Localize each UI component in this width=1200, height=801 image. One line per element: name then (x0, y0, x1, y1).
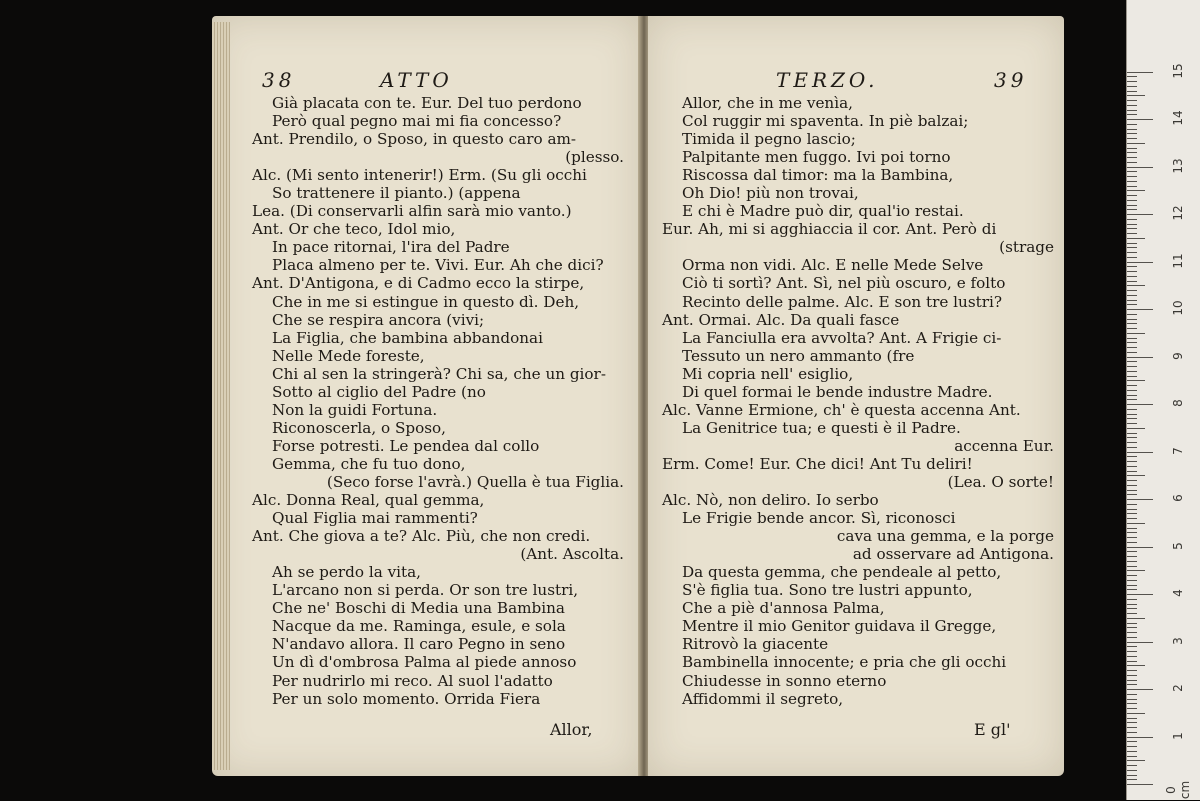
text-line: (plesso. (565, 148, 624, 167)
ruler-tick (1127, 656, 1137, 657)
ruler-tick (1127, 366, 1137, 367)
ruler-tick (1127, 195, 1137, 196)
ruler-tick (1127, 129, 1137, 130)
ruler-tick (1127, 342, 1137, 343)
ruler-tick (1127, 72, 1153, 73)
ruler-tick (1127, 124, 1137, 125)
ruler-tick (1127, 209, 1137, 210)
ruler-tick (1127, 281, 1137, 282)
ruler-tick (1127, 513, 1137, 514)
ruler-label: 10 (1171, 300, 1185, 316)
ruler-tick (1127, 219, 1137, 220)
ruler-tick (1127, 765, 1137, 766)
ruler-tick (1127, 775, 1137, 776)
ruler-tick (1127, 157, 1137, 158)
text-line: Per nudrirlo mi reco. Al suol l'adatto (272, 671, 553, 690)
ruler-tick (1127, 271, 1137, 272)
ruler-tick (1127, 133, 1137, 134)
text-line: Bambinella innocente; e pria che gli occhi (682, 653, 1007, 672)
ruler-tick (1127, 200, 1137, 201)
ruler-tick (1127, 623, 1137, 624)
ruler-tick (1127, 418, 1137, 419)
ruler-tick (1127, 566, 1137, 567)
text-line: Gemma, che fu tuo dono, (272, 454, 466, 473)
ruler-tick (1127, 551, 1137, 552)
ruler-label: 5 (1171, 541, 1185, 550)
text-line: Orma non vidi. Alc. E nelle Mede Selve (682, 256, 984, 275)
text-line: Forse potresti. Le pendea dal collo (272, 436, 540, 455)
ruler-tick (1127, 613, 1137, 614)
ruler-tick (1127, 580, 1137, 581)
ruler-tick (1127, 247, 1137, 248)
ruler-tick (1127, 171, 1137, 172)
ruler-label: 12 (1171, 205, 1185, 221)
text-line: Chiudesse in sonno eterno (682, 671, 887, 690)
ruler-tick (1127, 371, 1137, 372)
text-line: Già placata con te. Eur. Del tuo perdono (272, 94, 582, 112)
ruler-tick (1127, 181, 1137, 182)
text-line: Che in me si estingue in questo dì. Deh, (272, 292, 580, 311)
text-line: (Seco forse l'avrà.) Quella è tua Figlia. (326, 472, 624, 491)
right-page (648, 16, 1064, 776)
ruler-label: 9 (1171, 351, 1185, 360)
ruler-label: 14 (1171, 110, 1185, 126)
ruler-tick (1127, 214, 1153, 215)
ruler-tick (1127, 361, 1137, 362)
text-line: Riscossa dal timor: ma la Bambina, (682, 166, 954, 185)
ruler-tick (1127, 437, 1137, 438)
ruler-tick (1127, 608, 1137, 609)
text-line: La Figlia, che bambina abbandonai (272, 328, 543, 347)
ruler-tick (1127, 708, 1137, 709)
ruler-tick (1127, 86, 1137, 87)
ruler-tick (1127, 76, 1137, 77)
open-book (212, 16, 1064, 776)
ruler-tick (1127, 433, 1137, 434)
ruler-tick (1127, 523, 1145, 524)
ruler-tick (1127, 447, 1137, 448)
ruler-label: 0 cm (1164, 780, 1192, 800)
text-line: Le Frigie bende ancor. Sì, riconosci (682, 509, 956, 528)
ruler-tick (1127, 528, 1137, 529)
ruler-tick (1127, 352, 1137, 353)
ruler-tick (1127, 319, 1137, 320)
text-line: Allor, che in me venìa, (682, 94, 853, 112)
text-line: Ciò ti sortì? Ant. Sì, nel più oscuro, e folto (682, 274, 1006, 293)
ruler-tick (1127, 599, 1137, 600)
text-line: Ant. Or che teco, Idol mio, (252, 220, 456, 239)
ruler-tick (1127, 713, 1145, 714)
text-line: L'arcano non si perda. Or son tre lustri, (272, 581, 579, 600)
text-line: Un dì d'ombrosa Palma al piede annoso (272, 653, 577, 672)
ruler-tick (1127, 257, 1137, 258)
ruler-tick (1127, 589, 1137, 590)
ruler-tick (1127, 333, 1145, 334)
ruler-label: 8 (1171, 399, 1185, 407)
ruler-tick (1127, 575, 1137, 576)
text-line: Di quel formai le bende industre Madre. (682, 382, 993, 401)
ruler-tick (1127, 91, 1137, 92)
ruler-tick (1127, 532, 1137, 533)
ruler-tick (1127, 722, 1137, 723)
ruler-tick (1127, 561, 1137, 562)
text-line: Chi al sen la stringerà? Chi sa, che un gior- (272, 364, 606, 383)
ruler-tick (1127, 627, 1137, 628)
ruler-label: 3 (1171, 636, 1185, 645)
text-line: (Ant. Ascolta. (520, 545, 624, 564)
left-text-block (252, 94, 624, 708)
ruler-tick (1127, 347, 1137, 348)
text-line: Alc. Nò, non deliro. Io serbo (662, 491, 879, 510)
ruler-label: 2 (1171, 684, 1185, 692)
text-line: Non la guidi Fortuna. (272, 400, 438, 419)
ruler-tick (1127, 585, 1137, 586)
ruler-label: 15 (1171, 62, 1185, 79)
ruler-tick (1127, 442, 1137, 443)
ruler-tick (1127, 357, 1153, 358)
ruler-tick (1127, 475, 1145, 476)
ruler-tick (1127, 665, 1145, 666)
ruler-tick (1127, 119, 1153, 120)
text-line: Che ne' Boschi di Media una Bambina (272, 599, 565, 618)
ruler-tick (1127, 741, 1137, 742)
ruler-tick (1127, 81, 1137, 82)
ruler-tick (1127, 404, 1153, 405)
ruler-tick (1127, 642, 1153, 643)
ruler-tick (1127, 380, 1145, 381)
ruler-label: 7 (1171, 446, 1185, 455)
ruler-tick (1127, 504, 1137, 505)
ruler-tick (1127, 646, 1137, 647)
text-line: Oh Dio! più non trovai, (682, 184, 859, 203)
ruler-tick (1127, 323, 1137, 324)
ruler-tick (1127, 537, 1137, 538)
text-line: Per un solo momento. Orrida Fiera (272, 689, 541, 708)
ruler-tick (1127, 228, 1137, 229)
text-line: Nacque da me. Raminga, esule, e sola (272, 617, 566, 636)
text-line: Ant. Ormai. Alc. Da quali fasce (662, 310, 900, 329)
ruler-tick (1127, 661, 1137, 662)
ruler-tick (1127, 466, 1137, 467)
text-line: E chi è Madre può dir, qual'io restai. (682, 202, 964, 221)
ruler-tick (1127, 699, 1137, 700)
page-edges (212, 22, 230, 770)
ruler-tick (1127, 680, 1137, 681)
text-line: In pace ritornai, l'ira del Padre (272, 238, 510, 257)
ruler-tick (1127, 471, 1137, 472)
ruler-tick (1127, 390, 1137, 391)
ruler-tick (1127, 295, 1137, 296)
ruler-tick (1127, 732, 1137, 733)
ruler-tick (1127, 737, 1153, 738)
ruler-tick (1127, 376, 1137, 377)
ruler-tick (1127, 300, 1137, 301)
ruler-tick (1127, 727, 1137, 728)
text-line: Affidommi il segreto, (682, 689, 844, 708)
text-line: Palpitante men fuggo. Ivi poi torno (682, 148, 951, 167)
ruler-tick (1127, 509, 1137, 510)
ruler-tick (1127, 784, 1153, 785)
ruler-label: 11 (1171, 252, 1185, 269)
ruler-tick (1127, 618, 1145, 619)
ruler-tick (1127, 542, 1137, 543)
text-line: N'andavo allora. Il caro Pegno in seno (272, 635, 566, 654)
ruler-tick (1127, 570, 1145, 571)
right-running-head: TERZO. (776, 68, 879, 92)
ruler-label: 6 (1171, 494, 1185, 502)
ruler-tick (1127, 689, 1153, 690)
ruler-tick (1127, 224, 1137, 225)
ruler-tick (1127, 632, 1137, 633)
ruler-tick (1127, 494, 1137, 495)
ruler-tick (1127, 637, 1137, 638)
text-line: Riconoscerla, o Sposo, (272, 418, 446, 437)
text-line: Qual Figlia mai rammenti? (272, 509, 478, 528)
text-line: Che a piè d'annosa Palma, (682, 599, 885, 618)
ruler-label: 1 (1171, 731, 1185, 740)
right-text-block (662, 94, 1054, 708)
ruler-tick (1127, 266, 1137, 267)
right-page-number: 39 (994, 68, 1028, 92)
ruler-tick (1127, 162, 1137, 163)
ruler-tick (1127, 176, 1137, 177)
text-line: Ritrovò la giacente (682, 635, 829, 654)
text-line: Ant. Che giova a te? Alc. Più, che non credi. (252, 527, 591, 546)
text-line: So trattenere il pianto.) (appena (272, 184, 521, 203)
ruler-tick (1127, 385, 1137, 386)
text-line: (Lea. O sorte! (947, 472, 1054, 491)
ruler-tick (1127, 670, 1137, 671)
text-line: Che se respira ancora (vivi; (272, 310, 485, 329)
ruler-tick (1127, 480, 1137, 481)
ruler-tick (1127, 190, 1145, 191)
ruler-tick (1127, 243, 1137, 244)
ruler-tick (1127, 148, 1137, 149)
ruler-tick (1127, 604, 1137, 605)
text-line: Alc. Vanne Ermione, ch' è questa accenna Ant. (662, 400, 1021, 419)
text-line: Alc. Donna Real, qual gemma, (252, 491, 485, 510)
ruler-tick (1127, 304, 1137, 305)
ruler-tick (1127, 309, 1153, 310)
text-line: Ant. Prendilo, o Sposo, in questo caro am- (252, 130, 577, 149)
ruler-tick (1127, 746, 1137, 747)
ruler-tick (1127, 100, 1137, 101)
ruler-tick (1127, 675, 1137, 676)
ruler-tick (1127, 233, 1137, 234)
right-catchword: E gl' (974, 720, 1011, 739)
text-line: Ah se perdo la vita, (272, 563, 422, 582)
text-line: (strage (999, 238, 1054, 257)
left-running-head: ATTO (380, 68, 453, 92)
text-line: ad osservare ad Antigona. (852, 545, 1054, 564)
ruler-tick (1127, 594, 1153, 595)
text-line: Da questa gemma, che pendeale al petto, (682, 563, 1002, 582)
text-line: Timida il pegno lascio; (682, 130, 856, 149)
text-line: Erm. Come! Eur. Che dici! Ant Tu deliri! (662, 454, 973, 473)
ruler-tick (1127, 95, 1145, 96)
ruler-tick (1127, 428, 1145, 429)
ruler-tick (1127, 490, 1137, 491)
left-catchword: Allor, (550, 720, 593, 739)
ruler-tick (1127, 138, 1137, 139)
ruler-tick (1127, 338, 1137, 339)
ruler-tick (1127, 718, 1137, 719)
left-page-number: 38 (262, 68, 296, 92)
text-line: Tessuto un nero ammanto (fre (682, 346, 915, 365)
ruler-tick (1127, 779, 1137, 780)
text-line: Mi copria nell' esiglio, (682, 364, 854, 383)
text-line: Eur. Ah, mi si agghiaccia il cor. Ant. Però di (662, 220, 997, 239)
ruler-tick (1127, 703, 1137, 704)
ruler-tick (1127, 456, 1137, 457)
ruler-tick (1127, 547, 1153, 548)
text-line: cava una gemma, e la porge (836, 527, 1054, 546)
text-line: accenna Eur. (954, 436, 1054, 455)
ruler-tick (1127, 461, 1137, 462)
ruler-tick (1127, 186, 1137, 187)
ruler-tick (1127, 114, 1137, 115)
text-line: Col ruggir mi spaventa. In piè balzai; (682, 112, 969, 131)
ruler-tick (1127, 485, 1137, 486)
ruler-tick (1127, 205, 1137, 206)
ruler-tick (1127, 399, 1137, 400)
text-line: Recinto delle palme. Alc. E son tre lustri? (682, 292, 1002, 311)
text-line: Nelle Mede foreste, (272, 346, 425, 365)
ruler-tick (1127, 314, 1137, 315)
ruler-tick (1127, 262, 1153, 263)
ruler-tick (1127, 556, 1137, 557)
text-line: La Fanciulla era avvolta? Ant. A Frigie ci- (682, 328, 1002, 347)
text-line: S'è figlia tua. Sono tre lustri appunto, (682, 581, 973, 600)
text-line: La Genitrice tua; e questi è il Padre. (682, 418, 961, 437)
ruler-tick (1127, 238, 1145, 239)
ruler-tick (1127, 760, 1145, 761)
text-line: Alc. (Mi sento intenerir!) Erm. (Su gli occhi (252, 166, 587, 185)
ruler-tick (1127, 328, 1137, 329)
ruler-tick (1127, 756, 1137, 757)
ruler-tick (1127, 395, 1137, 396)
ruler-tick (1127, 285, 1145, 286)
text-line: Però qual pegno mai mi fia concesso? (272, 112, 562, 131)
text-line: Sotto al ciglio del Padre (no (272, 382, 486, 401)
measuring-ruler (1126, 0, 1200, 800)
ruler-tick (1127, 770, 1137, 771)
ruler-tick (1127, 110, 1137, 111)
ruler-tick (1127, 105, 1137, 106)
ruler-tick (1127, 167, 1153, 168)
ruler-tick (1127, 152, 1137, 153)
ruler-tick (1127, 290, 1137, 291)
ruler-label: 4 (1171, 589, 1185, 597)
ruler-tick (1127, 684, 1137, 685)
ruler-tick (1127, 751, 1137, 752)
ruler-tick (1127, 276, 1137, 277)
ruler-label: 13 (1171, 157, 1185, 174)
ruler-tick (1127, 452, 1153, 453)
ruler-tick (1127, 409, 1137, 410)
ruler-tick (1127, 694, 1137, 695)
text-line: Ant. D'Antigona, e di Cadmo ecco la stirpe, (252, 274, 585, 293)
ruler-tick (1127, 518, 1137, 519)
ruler-tick (1127, 651, 1137, 652)
ruler-tick (1127, 499, 1153, 500)
left-page (212, 16, 640, 776)
text-line: Lea. (Di conservarli alfin sarà mio vanto.) (252, 202, 572, 221)
text-line: Mentre il mio Genitor guidava il Gregge, (682, 617, 997, 636)
ruler-tick (1127, 423, 1137, 424)
ruler-tick (1127, 252, 1137, 253)
ruler-tick (1127, 143, 1145, 144)
text-line: Placa almeno per te. Vivi. Eur. Ah che dici? (272, 256, 604, 275)
ruler-tick (1127, 414, 1137, 415)
